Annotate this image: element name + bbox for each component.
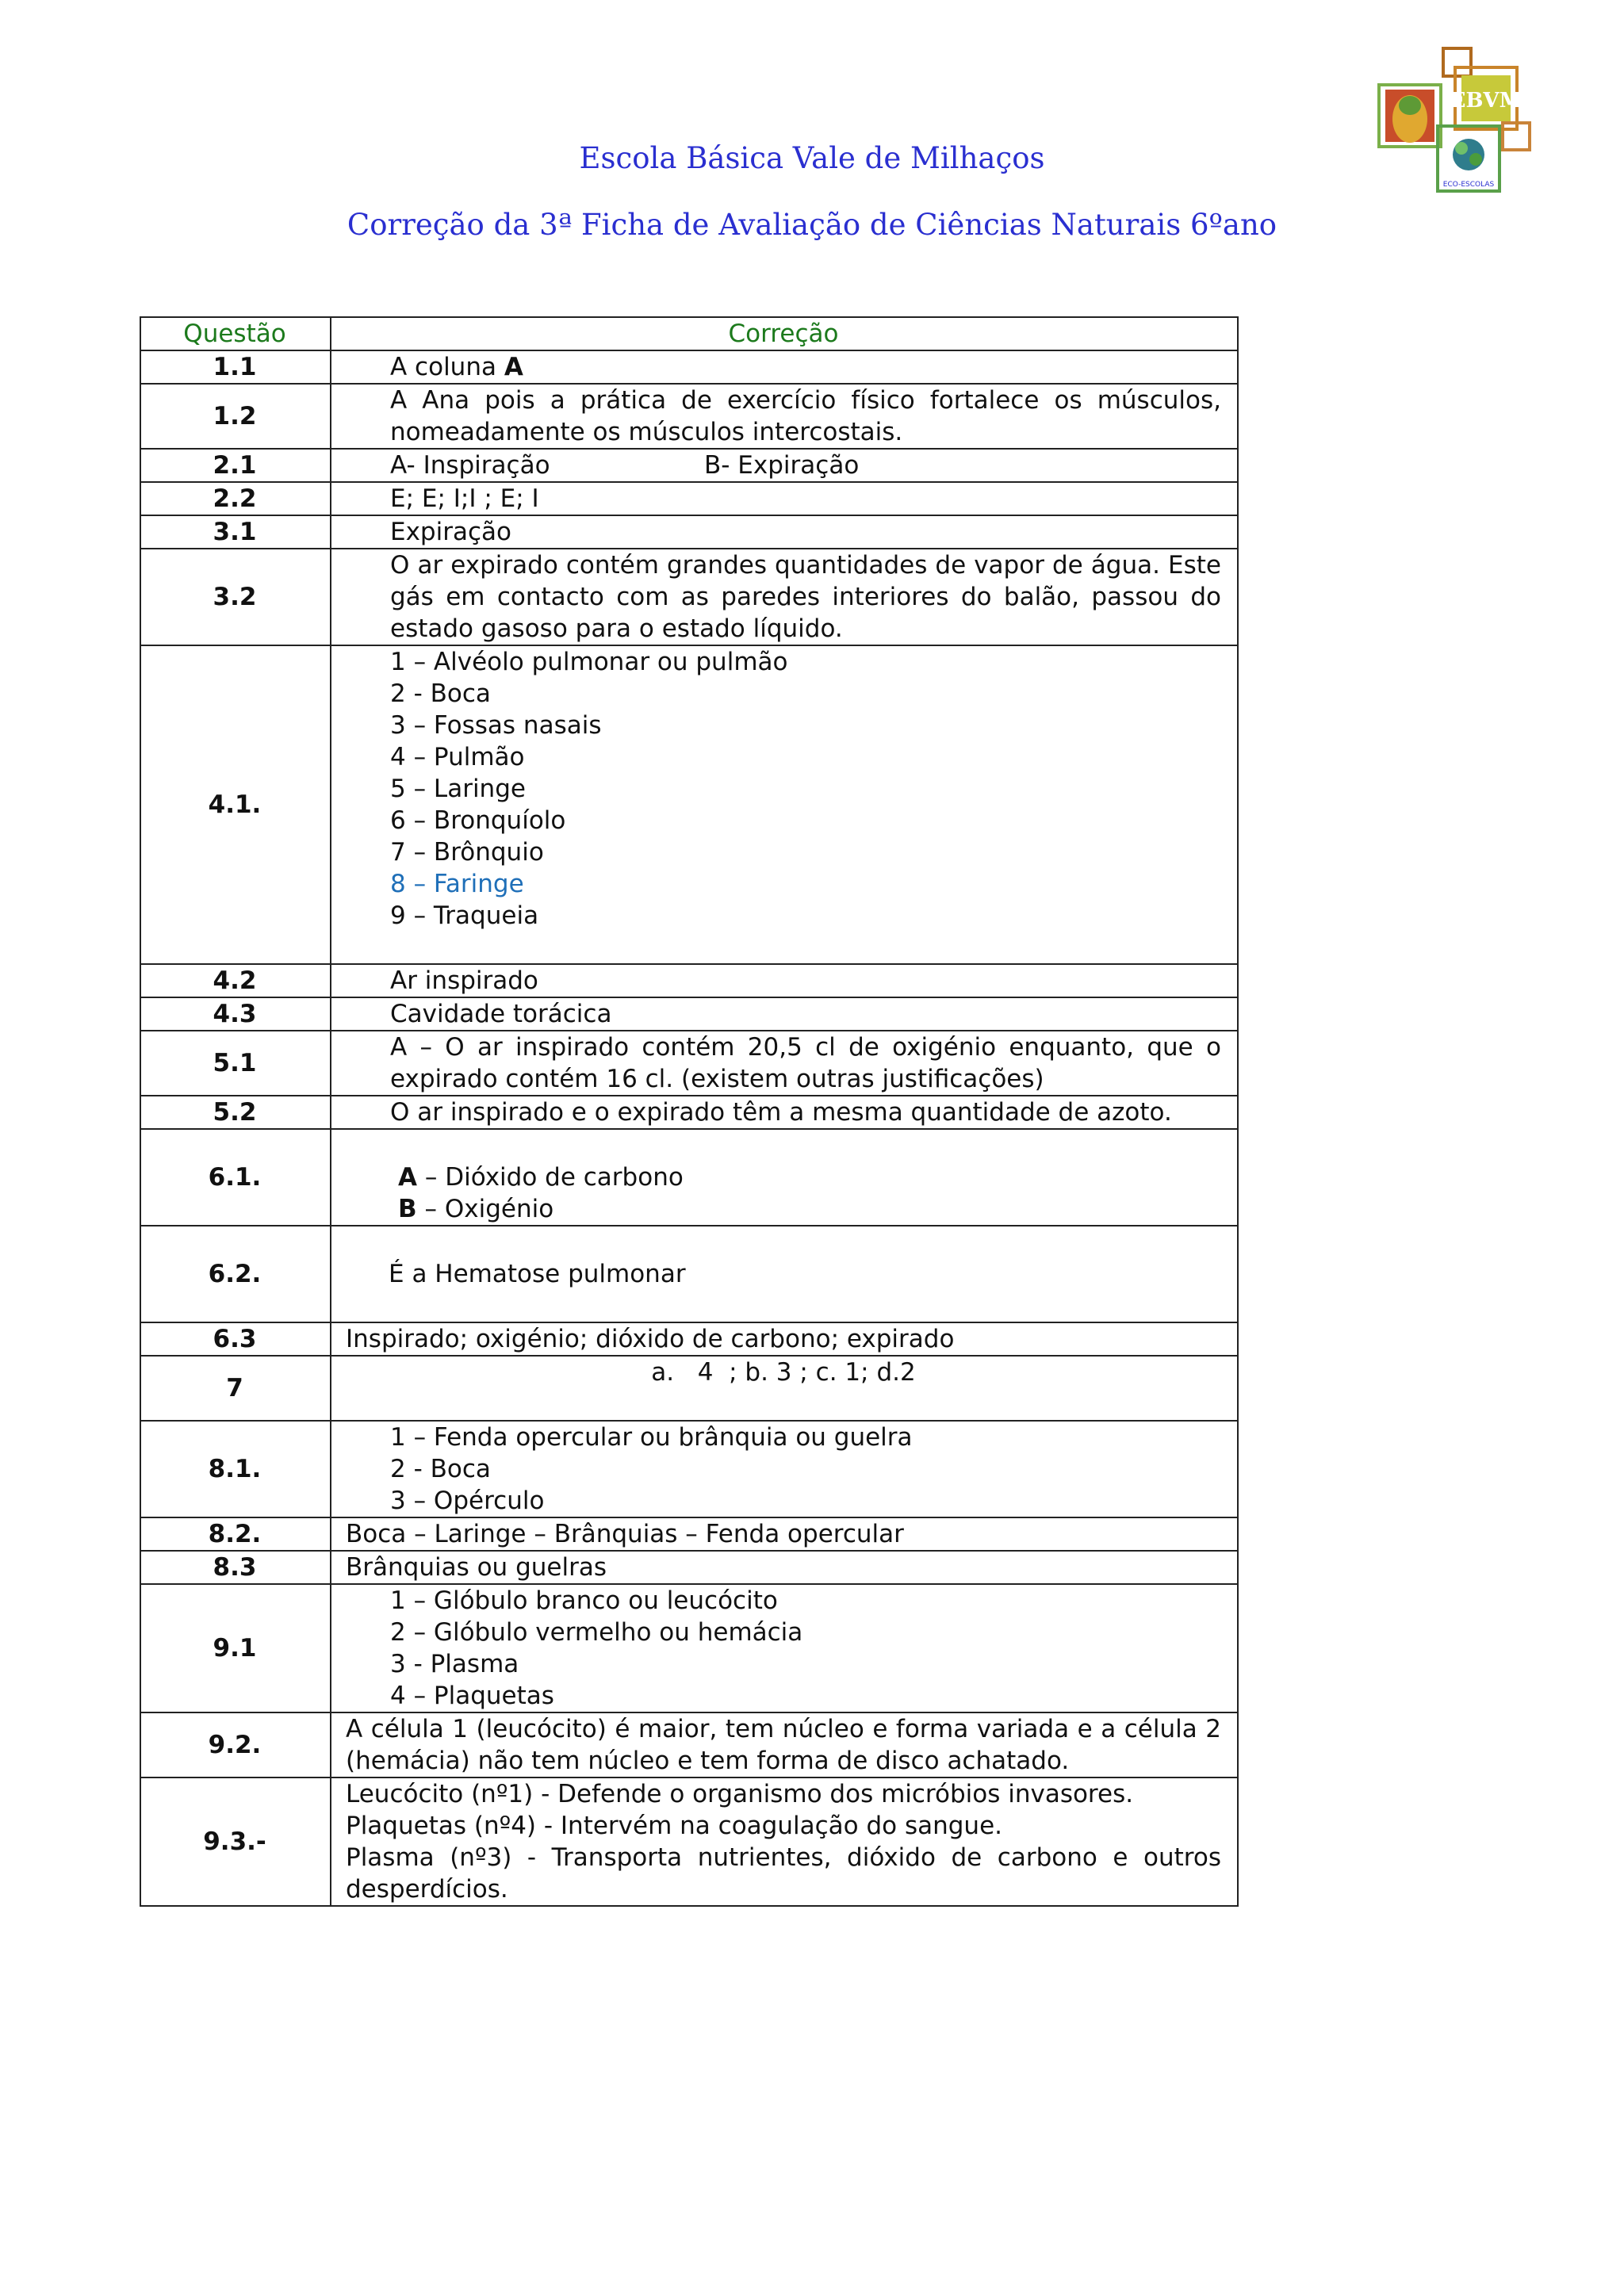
- table-row: [140, 1356, 1238, 1421]
- correction-cell: a. 4 ; b. 3 ; c. 1; d.2: [331, 1356, 1238, 1421]
- table-row: [140, 1096, 1238, 1129]
- question-number: 7: [140, 1356, 331, 1421]
- list-item: 3 – Fossas nasais: [390, 711, 602, 740]
- table-header-row: [140, 317, 1238, 350]
- question-number: 4.2: [140, 964, 331, 997]
- table-row: [140, 1777, 1238, 1906]
- answer-text: A- Inspiração: [390, 451, 550, 480]
- question-number: 9.3.-: [140, 1777, 331, 1906]
- correction-cell: [331, 645, 1238, 964]
- correction-cell: E; E; I;I ; E; I: [331, 482, 1238, 515]
- table-row: [140, 1322, 1238, 1356]
- list-item: 2 - Boca: [390, 679, 491, 708]
- table-row: [140, 1031, 1238, 1096]
- question-number: 3.2: [140, 549, 331, 645]
- table-row: [140, 384, 1238, 449]
- list-item: Plasma (nº3) - Transporta nutrientes, dióxido de carbono e outros desperdícios.: [346, 1843, 1221, 1904]
- question-number: 1.2: [140, 384, 331, 449]
- correction-cell: [331, 1584, 1238, 1712]
- list-item-highlighted: 8 – Faringe: [390, 870, 524, 898]
- list-item: 1 – Alvéolo pulmonar ou pulmão: [390, 648, 788, 676]
- answer-line: [398, 1161, 1221, 1193]
- list-item: 4 – Plaquetas: [390, 1682, 554, 1710]
- svg-text:EBVM: EBVM: [1450, 89, 1522, 113]
- list-item: 5 – Laringe: [390, 775, 526, 803]
- answer-text: B- Expiração: [704, 451, 860, 480]
- table-row: [140, 449, 1238, 482]
- answers-table: [140, 316, 1239, 1907]
- question-number: 2.1: [140, 449, 331, 482]
- table-row: [140, 482, 1238, 515]
- question-number: 6.2.: [140, 1226, 331, 1322]
- question-number: 1.1: [140, 350, 331, 384]
- correction-cell: [331, 1777, 1238, 1906]
- correction-cell: [331, 1421, 1238, 1517]
- question-number: 8.2.: [140, 1517, 331, 1551]
- question-number: 2.2: [140, 482, 331, 515]
- answer-text: A coluna: [390, 353, 504, 381]
- column-header-correction: Correção: [331, 317, 1238, 350]
- correction-cell: [331, 1129, 1238, 1226]
- table-row: [140, 964, 1238, 997]
- correction-cell: É a Hematose pulmonar: [331, 1226, 1238, 1322]
- table-row: [140, 645, 1238, 964]
- correction-cell: [331, 449, 1238, 482]
- correction-cell: A Ana pois a prática de exercício físico fortalece os músculos, nomeadamente os músculos intercostais.: [331, 384, 1238, 449]
- school-name: Escola Básica Vale de Milhaços: [579, 141, 1045, 175]
- question-number: 6.3: [140, 1322, 331, 1356]
- list-item: Leucócito (nº1) - Defende o organismo dos micróbios invasores.: [346, 1780, 1134, 1808]
- list-item: Plaquetas (nº4) - Intervém na coagulação do sangue.: [346, 1812, 1002, 1840]
- list-item: 9 – Traqueia: [390, 901, 539, 930]
- question-number: 8.3: [140, 1551, 331, 1584]
- correction-cell: O ar expirado contém grandes quantidades de vapor de água. Este gás em contacto com as paredes interiores do balão, passou do estado gasoso para o estado líquido.: [331, 549, 1238, 645]
- table-row: [140, 1517, 1238, 1551]
- column-header-question: Questão: [140, 317, 331, 350]
- question-number: 6.1.: [140, 1129, 331, 1226]
- answer-line: [398, 1193, 1221, 1225]
- table-row: [140, 1551, 1238, 1584]
- table-row: [140, 1421, 1238, 1517]
- list-item: 2 – Glóbulo vermelho ou hemácia: [390, 1618, 803, 1647]
- question-number: 4.1.: [140, 645, 331, 964]
- correction-cell: A célula 1 (leucócito) é maior, tem núcleo e forma variada e a célula 2 (hemácia) não tem núcleo e tem forma de disco achatado.: [331, 1712, 1238, 1777]
- correction-cell: Inspirado; oxigénio; dióxido de carbono; expirado: [331, 1322, 1238, 1356]
- list-item: 2 - Boca: [390, 1455, 491, 1483]
- list-item: 7 – Brônquio: [390, 838, 544, 867]
- list-item: 3 - Plasma: [390, 1650, 519, 1678]
- list-item: 6 – Bronquíolo: [390, 806, 566, 835]
- answer-bold: A: [398, 1163, 417, 1192]
- answer-bold: A: [504, 353, 523, 381]
- list-item: 3 – Opérculo: [390, 1487, 545, 1515]
- question-number: 9.2.: [140, 1712, 331, 1777]
- page-title: Correção da 3ª Ficha de Avaliação de Ciências Naturais 6ºano: [347, 208, 1277, 242]
- correction-cell: Expiração: [331, 515, 1238, 549]
- table-row: [140, 1226, 1238, 1322]
- answer-text: – Dióxido de carbono: [417, 1163, 684, 1192]
- blank-line: [390, 932, 1221, 963]
- question-number: 4.3: [140, 997, 331, 1031]
- answer-bold: B: [398, 1195, 417, 1223]
- list-item: 1 – Fenda opercular ou brânquia ou guelra: [390, 1423, 913, 1452]
- correction-cell: Cavidade torácica: [331, 997, 1238, 1031]
- question-number: 8.1.: [140, 1421, 331, 1517]
- table-row: [140, 515, 1238, 549]
- table-row: [140, 1712, 1238, 1777]
- correction-cell: O ar inspirado e o expirado têm a mesma quantidade de azoto.: [331, 1096, 1238, 1129]
- correction-cell: [331, 350, 1238, 384]
- question-number: 9.1: [140, 1584, 331, 1712]
- correction-cell: Ar inspirado: [331, 964, 1238, 997]
- table-row: [140, 549, 1238, 645]
- answer-text: – Oxigénio: [416, 1195, 554, 1223]
- list-item: 4 – Pulmão: [390, 743, 525, 771]
- table-row: [140, 1129, 1238, 1226]
- correction-cell: A – O ar inspirado contém 20,5 cl de oxigénio enquanto, que o expirado contém 16 cl. (existem outras justificações): [331, 1031, 1238, 1096]
- svg-text:ECO-ESCOLAS: ECO-ESCOLAS: [1442, 181, 1495, 189]
- question-number: 5.2: [140, 1096, 331, 1129]
- table-row: [140, 350, 1238, 384]
- table-row: [140, 1584, 1238, 1712]
- question-number: 5.1: [140, 1031, 331, 1096]
- list-item: 1 – Glóbulo branco ou leucócito: [390, 1586, 778, 1615]
- table-row: [140, 997, 1238, 1031]
- correction-cell: Boca – Laringe – Brânquias – Fenda opercular: [331, 1517, 1238, 1551]
- correction-cell: Brânquias ou guelras: [331, 1551, 1238, 1584]
- question-number: 3.1: [140, 515, 331, 549]
